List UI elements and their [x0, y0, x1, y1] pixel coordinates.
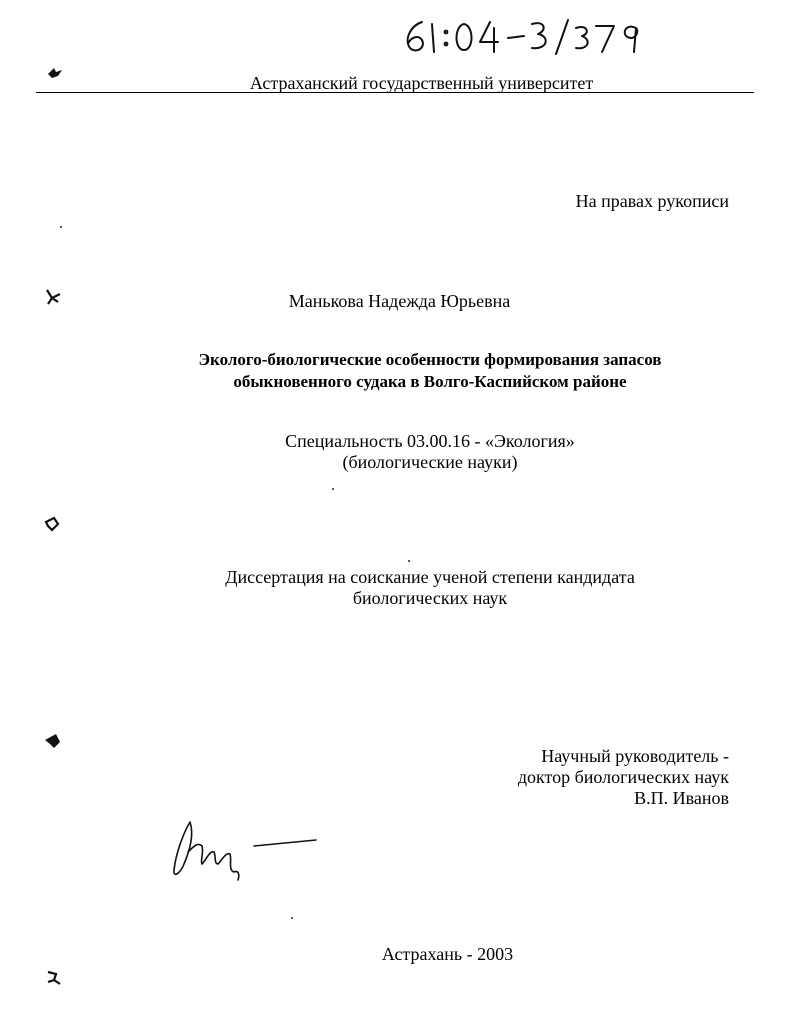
supervisor-block [518, 746, 729, 809]
degree-statement-line-1: Диссертация на соискание ученой степени кандидата [225, 567, 635, 587]
punch-mark-icon [42, 966, 64, 988]
supervisor-name: В.П. Иванов [634, 788, 729, 808]
supervisor-degree: доктор биологических наук [517, 767, 729, 787]
archive-number-handwriting [398, 14, 658, 56]
punch-mark-icon [42, 730, 64, 752]
university-name: Астраханский государственный университет [249, 73, 594, 93]
title-line-2: обыкновенного судака в Волго-Каспийском районе [233, 372, 627, 391]
degree-statement-line-2: биологических наук [352, 588, 508, 608]
manuscript-rights-note: На правах рукописи [575, 191, 729, 211]
archive-number-handwritten [398, 14, 658, 56]
scan-speck [60, 226, 62, 228]
dissertation-title [150, 349, 710, 393]
header-divider [36, 92, 754, 93]
title-line-1: Эколого-биологические особенности формирования запасов [198, 350, 662, 369]
specialty-block [150, 431, 710, 473]
scan-speck [408, 560, 410, 562]
punch-mark-icon [42, 512, 64, 534]
specialty-field: (биологические науки) [342, 452, 518, 472]
city-year: Астрахань - 2003 [381, 944, 514, 964]
degree-statement [150, 567, 710, 609]
specialty-code: Специальность 03.00.16 - «Экология» [285, 431, 575, 451]
supervisor-role: Научный руководитель - [541, 746, 729, 766]
scan-speck [291, 917, 293, 919]
scan-speck [332, 488, 334, 490]
handwritten-signature [168, 812, 328, 887]
signature-scribble [168, 812, 328, 887]
author-name: Манькова Надежда Юрьевна [288, 291, 511, 311]
